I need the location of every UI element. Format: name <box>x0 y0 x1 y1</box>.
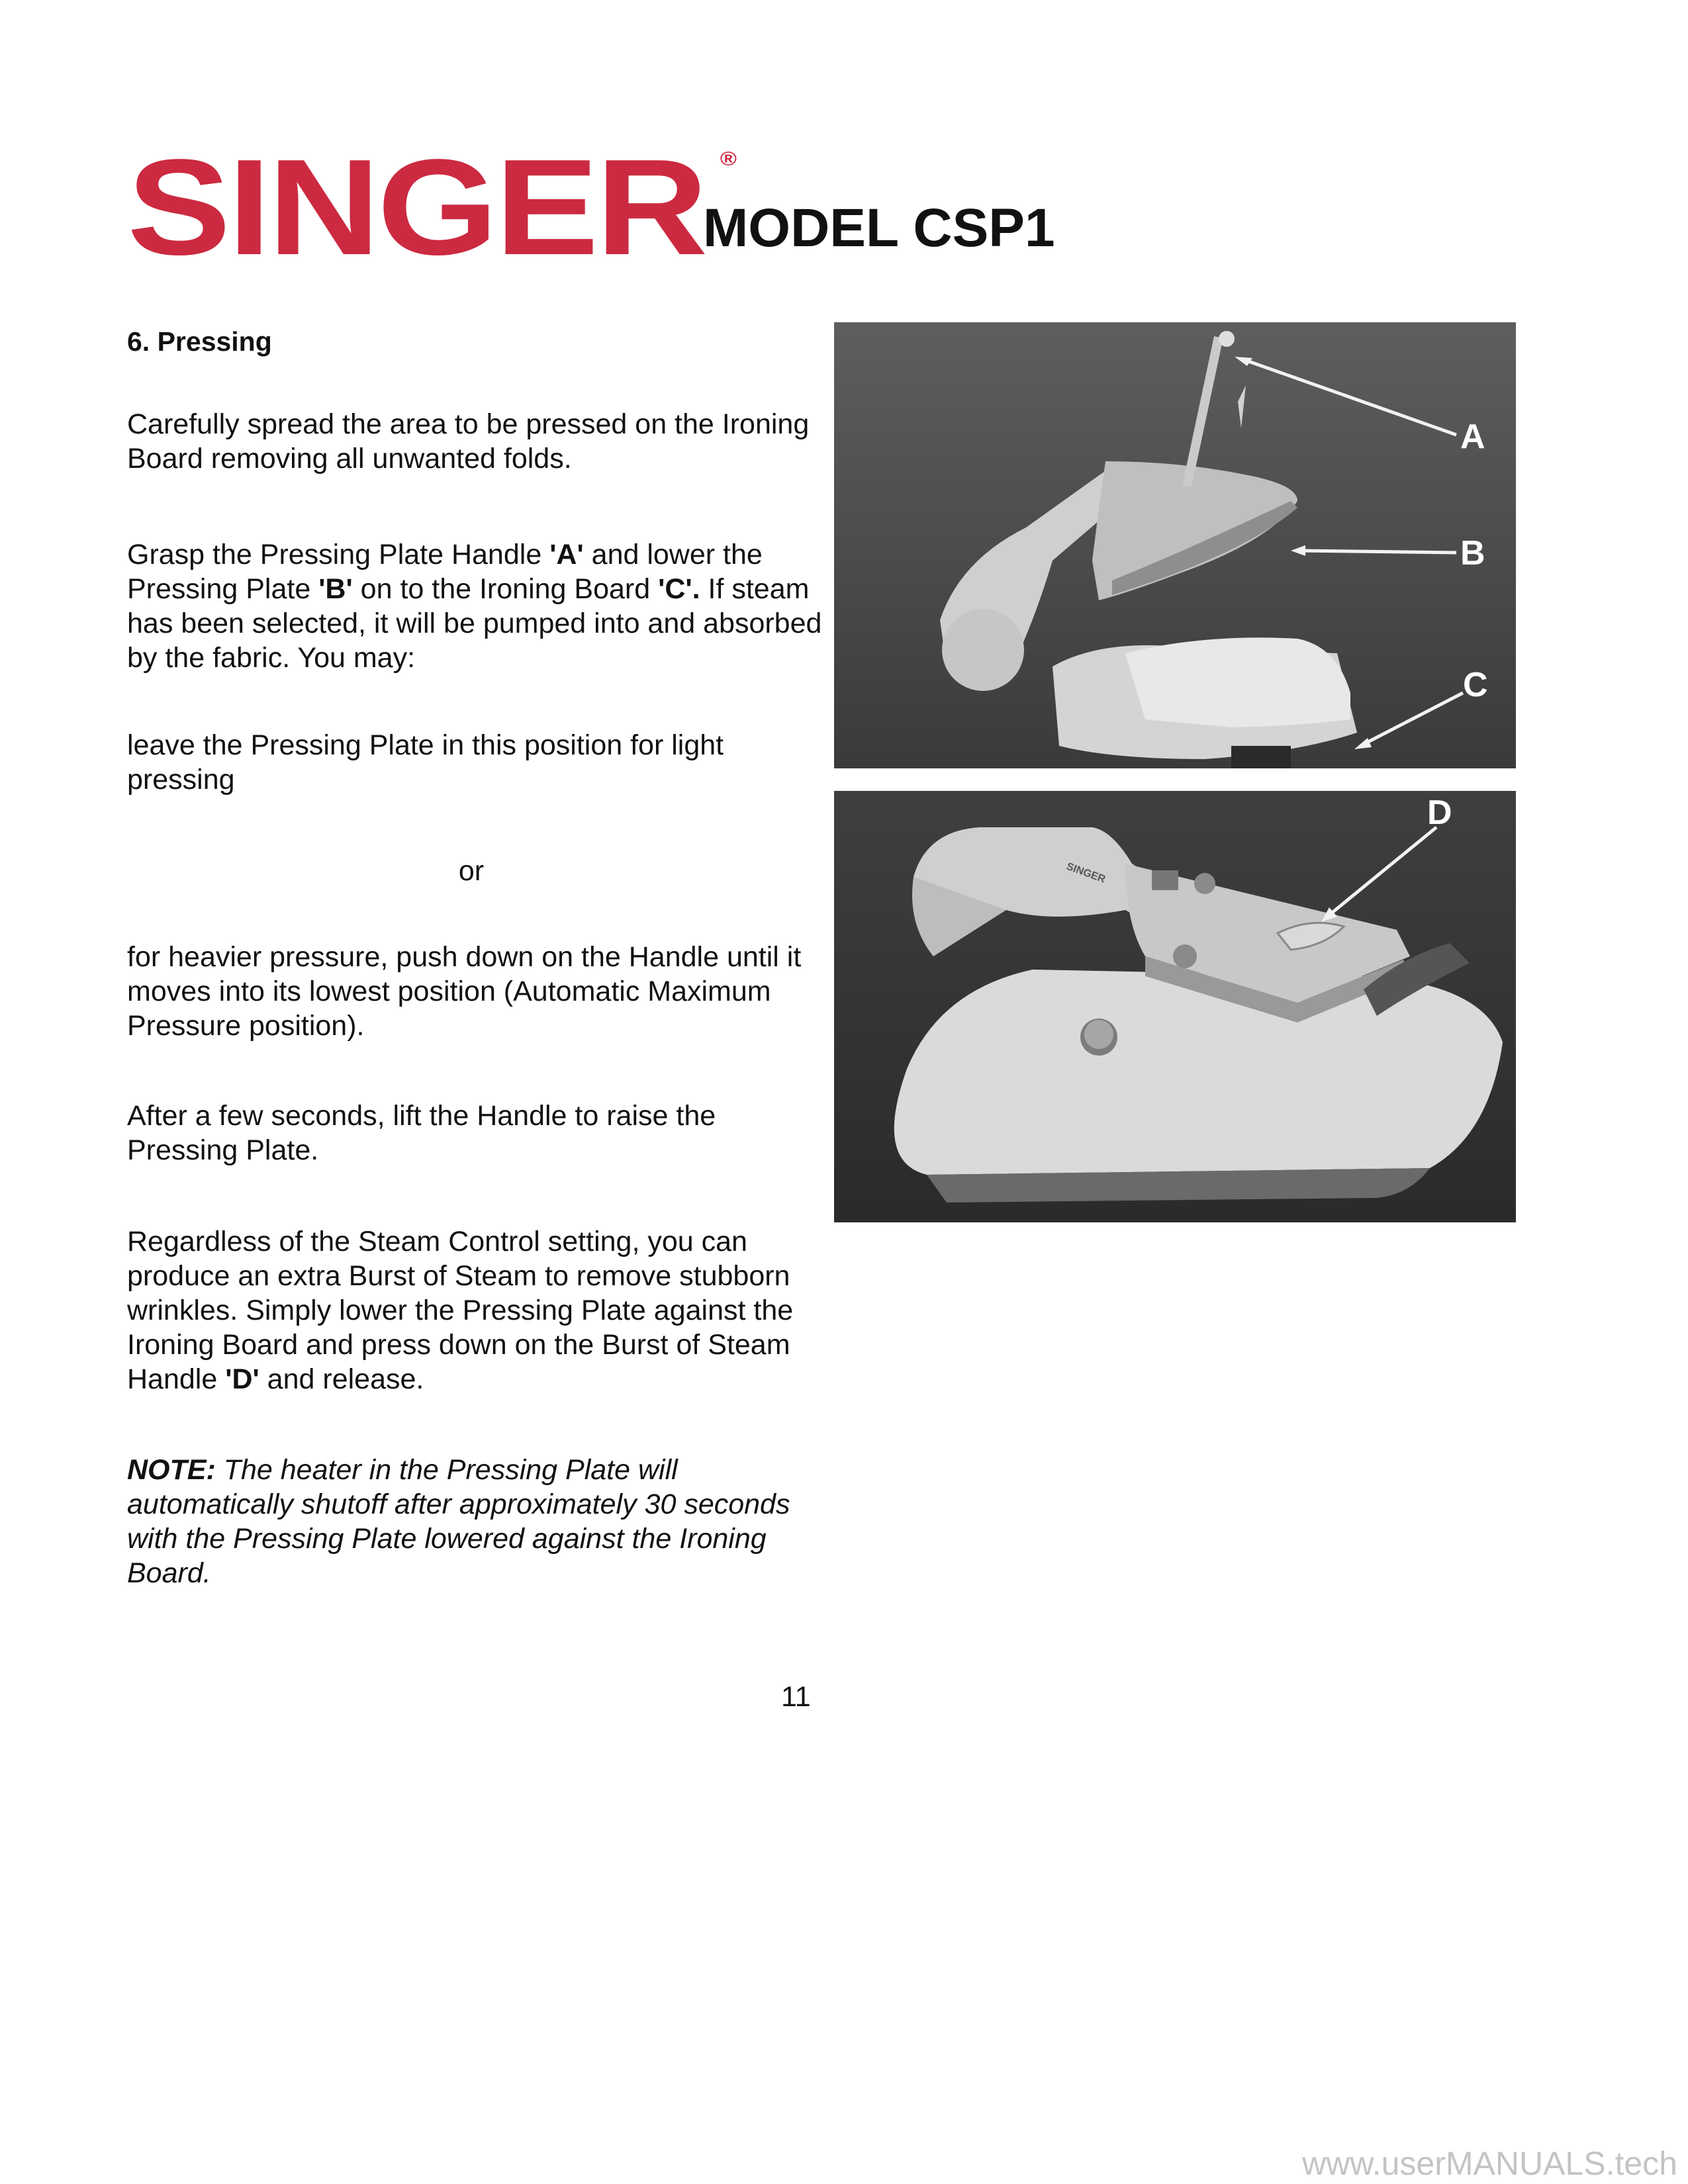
section-title: 6. Pressing <box>127 326 272 357</box>
label-c: C <box>1463 666 1488 704</box>
label-a-ref: 'A' <box>549 539 584 570</box>
paragraph-burst-steam: Regardless of the Steam Control setting, you can produce an extra Burst of Steam to remove stubborn wrinkles. Simply lower the Pressing Plate against the Ironing Board and press down on the Burst of Steam Handle 'D' and release. <box>127 1226 794 1395</box>
photo-press-raised <box>834 322 1516 768</box>
label-c-ref: 'C'. <box>658 573 700 605</box>
note-paragraph: NOTE: The heater in the Pressing Plate will automatically shutoff after approximately 30 seconds with the Pressing Plate lowered against the Ironing Board. <box>127 1454 790 1589</box>
note-label: NOTE: <box>127 1454 216 1486</box>
label-a: A <box>1460 418 1485 456</box>
label-b: B <box>1460 534 1485 572</box>
paragraph-spread: Carefully spread the area to be pressed on the Ironing Board removing all unwanted folds. <box>127 408 810 475</box>
paragraph-heavier-pressure: for heavier pressure, push down on the Handle until it moves into its lowest position (Automatic Maximum Pressure position). <box>127 941 802 1042</box>
label-d-ref: 'D' <box>225 1363 259 1395</box>
paragraph-lift-handle: After a few seconds, lift the Handle to raise the Pressing Plate. <box>127 1100 716 1166</box>
photo-press-lowered <box>834 791 1516 1222</box>
machine-brand-text: SINGER <box>1064 860 1107 886</box>
or-separator: or <box>458 855 485 887</box>
paragraph-grasp: Grasp the Pressing Plate Handle 'A' and lower the Pressing Plate 'B' on to the Ironing Board 'C'. If steam has been selected, it will be pumped into and absorbed by the fabric. You may: <box>127 539 822 674</box>
paragraph-light-pressing: leave the Pressing Plate in this position for light pressing <box>127 729 724 796</box>
singer-logo: SINGER ® <box>127 131 737 283</box>
registered-mark: ® <box>720 148 737 170</box>
label-d: D <box>1427 794 1452 832</box>
model-title: MODEL CSP1 <box>703 198 1055 258</box>
label-b-ref: 'B' <box>318 573 353 605</box>
watermark: www.userMANUALS.tech <box>1302 2145 1677 2182</box>
page-number: 11 <box>781 1681 811 1713</box>
